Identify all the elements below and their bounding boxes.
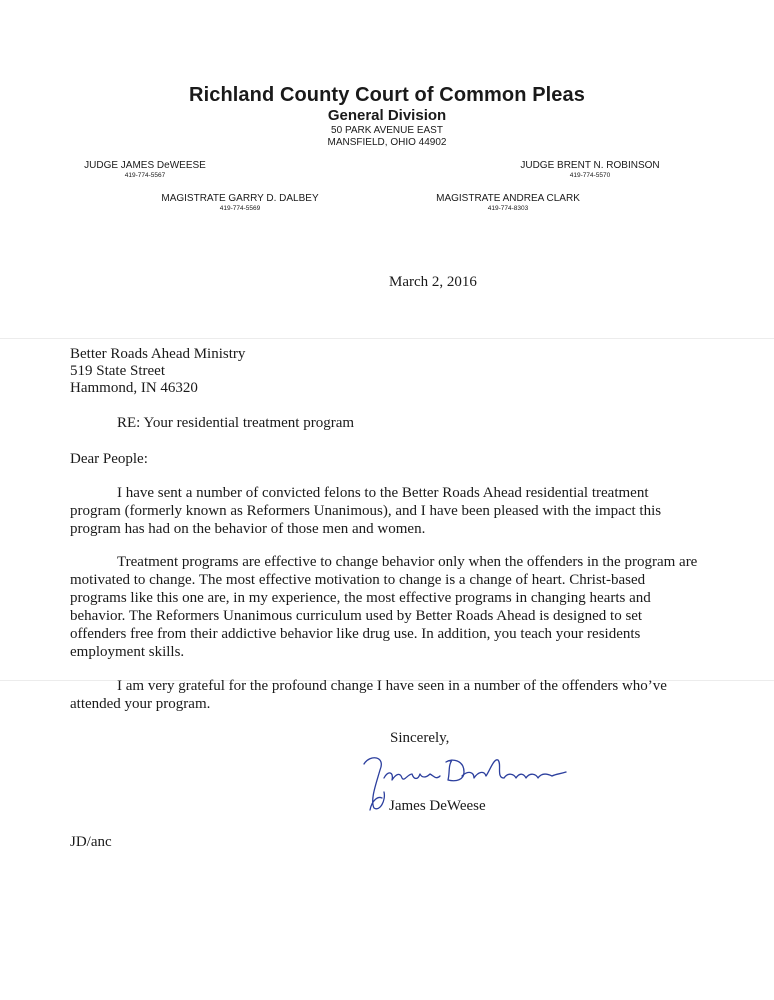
letter-date: March 2, 2016 <box>389 274 477 290</box>
paragraph-line: behavior. The Reformers Unanimous curriculum used by Better Roads Ahead is designed to set <box>70 608 643 624</box>
body-paragraph <box>70 484 662 538</box>
re-line: RE: Your residential treatment program <box>117 415 355 431</box>
court-name: Richland County Court of Common Pleas <box>189 84 585 106</box>
salutation: Dear People: <box>70 451 148 467</box>
official-name: JUDGE BRENT N. ROBINSON <box>520 160 660 171</box>
paragraph-line: program (formerly known as Reformers Unanimous), and I have been pleased with the impact this <box>70 503 662 519</box>
paragraph-line: I have sent a number of convicted felons to the Better Roads Ahead residential treatment <box>117 485 649 501</box>
paragraph-line: Treatment programs are effective to change behavior only when the offenders in the program are <box>117 554 698 570</box>
scan-artifact-line <box>0 338 774 339</box>
paragraph-line: program has had on the behavior of those men and women. <box>70 521 426 537</box>
official-name: MAGISTRATE ANDREA CLARK <box>436 193 580 204</box>
paragraph-line: offenders free from their addictive behavior like drug use. In addition, you teach your residents <box>70 626 641 642</box>
body-paragraph <box>70 677 667 713</box>
official-judge-robinson <box>505 160 675 179</box>
official-phone: 419-774-5569 <box>219 205 261 212</box>
recipient-line: 519 State Street <box>70 363 165 379</box>
official-name: MAGISTRATE GARRY D. DALBEY <box>161 193 319 204</box>
typist-initials: JD/anc <box>70 834 112 850</box>
official-magistrate-dalbey <box>150 193 330 212</box>
recipient-line: Better Roads Ahead Ministry <box>70 346 246 362</box>
recipient-line: Hammond, IN 46320 <box>70 380 198 396</box>
official-magistrate-clark <box>418 193 598 212</box>
court-address-street: 50 PARK AVENUE EAST <box>331 125 443 136</box>
body-paragraph <box>70 553 698 661</box>
official-phone: 419-774-5570 <box>569 172 611 179</box>
closing: Sincerely, <box>390 730 450 746</box>
official-judge-deweese <box>60 160 230 179</box>
signer-name: James DeWeese <box>389 798 486 814</box>
paragraph-line: I am very grateful for the profound change I have seen in a number of the offenders who’ve <box>117 678 667 694</box>
paragraph-line: motivated to change. The most effective motivation to change is a change of heart. Christ-based <box>70 572 646 588</box>
official-phone: 419-774-5567 <box>124 172 166 179</box>
court-address-city: MANSFIELD, OHIO 44902 <box>327 137 447 148</box>
official-name: JUDGE JAMES DeWEESE <box>84 160 206 171</box>
paragraph-line: programs like this one are, in my experience, the most effective programs in changing hearts and <box>70 590 651 606</box>
division-name: General Division <box>327 107 447 124</box>
official-phone: 419-774-8303 <box>487 205 529 212</box>
paragraph-line: attended your program. <box>70 696 211 712</box>
paragraph-line: employment skills. <box>70 644 185 660</box>
